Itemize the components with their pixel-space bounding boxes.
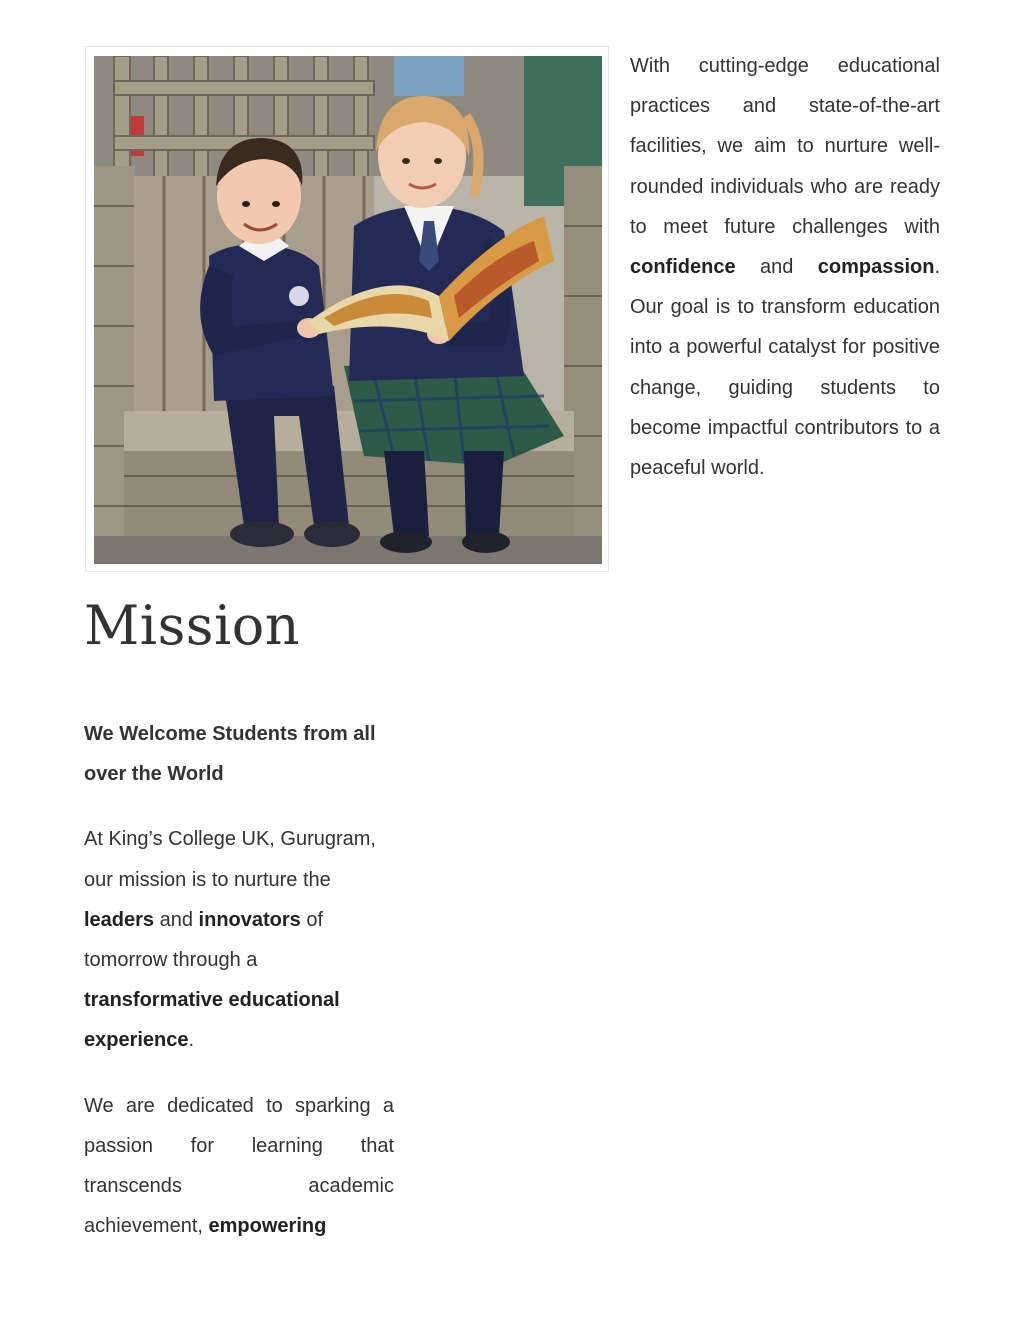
mission-p1-text-4: . [188, 1029, 195, 1052]
intro-paragraph [630, 46, 940, 488]
mission-section [84, 714, 394, 1246]
mission-paragraph-2 [84, 1086, 394, 1247]
innovators-bold: innovators [198, 908, 301, 931]
intro-text-2: and [735, 256, 818, 279]
intro-text-1: With cutting-edge educational practices and state-of-the-art facilities, we aim to nurture well-rounded individuals who are ready to meet future challenges with [630, 55, 940, 238]
confidence-bold: confidence [630, 256, 736, 279]
empowering-bold: empowering [208, 1215, 327, 1238]
mission-p2-text-1: We are dedicated to sparking a passion for learning that transcends academic achievement, [84, 1094, 394, 1238]
intro-text-3: . Our goal is to transform education into a powerful catalyst for positive change, guiding students to become impactful contributors to a peaceful world. [630, 256, 940, 480]
compassion-bold: compassion [817, 256, 935, 279]
feature-photo-frame [85, 46, 609, 572]
mission-p1-text-1: At King’s College UK, Gurugram, our mission is to nurture the [84, 828, 376, 891]
mission-paragraph-1 [84, 819, 394, 1060]
mission-p1-text-3: of tomorrow through a [84, 908, 324, 972]
mission-p1-text-2: and [154, 908, 199, 931]
welcome-subheading: We Welcome Students from all over the World [84, 723, 376, 786]
mission-heading: Mission [84, 594, 301, 657]
leaders-bold: leaders [84, 908, 155, 931]
children-reading-photo [94, 56, 602, 564]
transformative-experience-bold: transformative educational experience [84, 989, 340, 1052]
